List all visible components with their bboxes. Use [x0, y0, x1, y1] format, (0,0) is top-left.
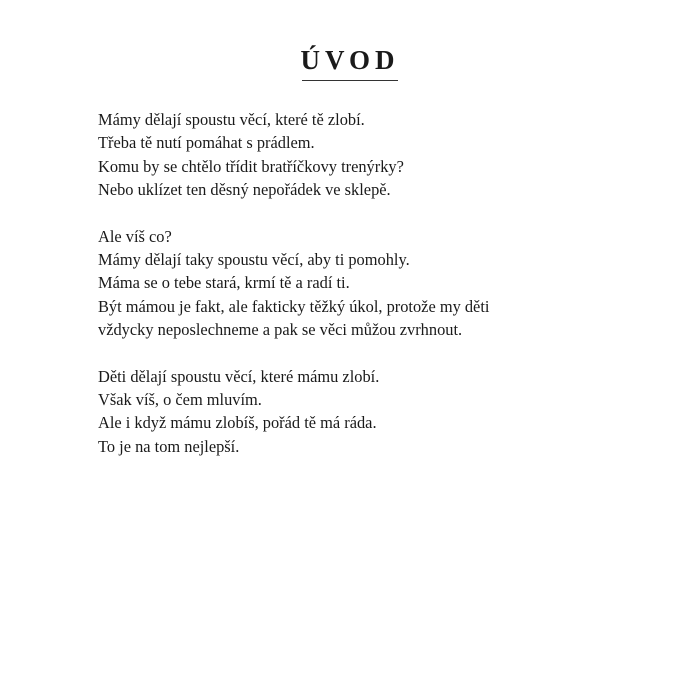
text-line: vždycky neposlechneme a pak se věci můžou zvrhnout.	[98, 319, 463, 339]
text-line: Mámy dělají taky spoustu věcí, aby ti pomohly.	[98, 249, 410, 269]
text-line: Máma se o tebe stará, krmí tě a radí ti.	[98, 273, 350, 293]
stanza-2	[98, 225, 618, 341]
text-line: Komu by se chtělo třídit bratříčkovy trenýrky?	[98, 156, 404, 176]
text-line: Třeba tě nutí pomáhat s prádlem.	[98, 133, 315, 153]
text-line: To je na tom nejlepší.	[98, 436, 240, 456]
stanza-3	[98, 365, 618, 458]
title-underline	[302, 80, 398, 81]
page-title: ÚVOD	[300, 45, 400, 75]
text-line: Děti dělají spoustu věcí, které mámu zlobí.	[98, 366, 380, 386]
text-line: Nebo uklízet ten děsný nepořádek ve sklepě.	[98, 179, 391, 199]
body-text	[98, 108, 618, 481]
text-line: Ale i když mámu zlobíš, pořád tě má ráda.	[98, 413, 377, 433]
text-line: Však víš, o čem mluvím.	[98, 389, 262, 409]
text-line: Být mámou je fakt, ale fakticky těžký úkol, protože my děti	[98, 296, 490, 316]
stanza-1	[98, 108, 618, 201]
text-line: Ale víš co?	[98, 226, 172, 246]
text-line: Mámy dělají spoustu věcí, které tě zlobí.	[98, 110, 365, 129]
